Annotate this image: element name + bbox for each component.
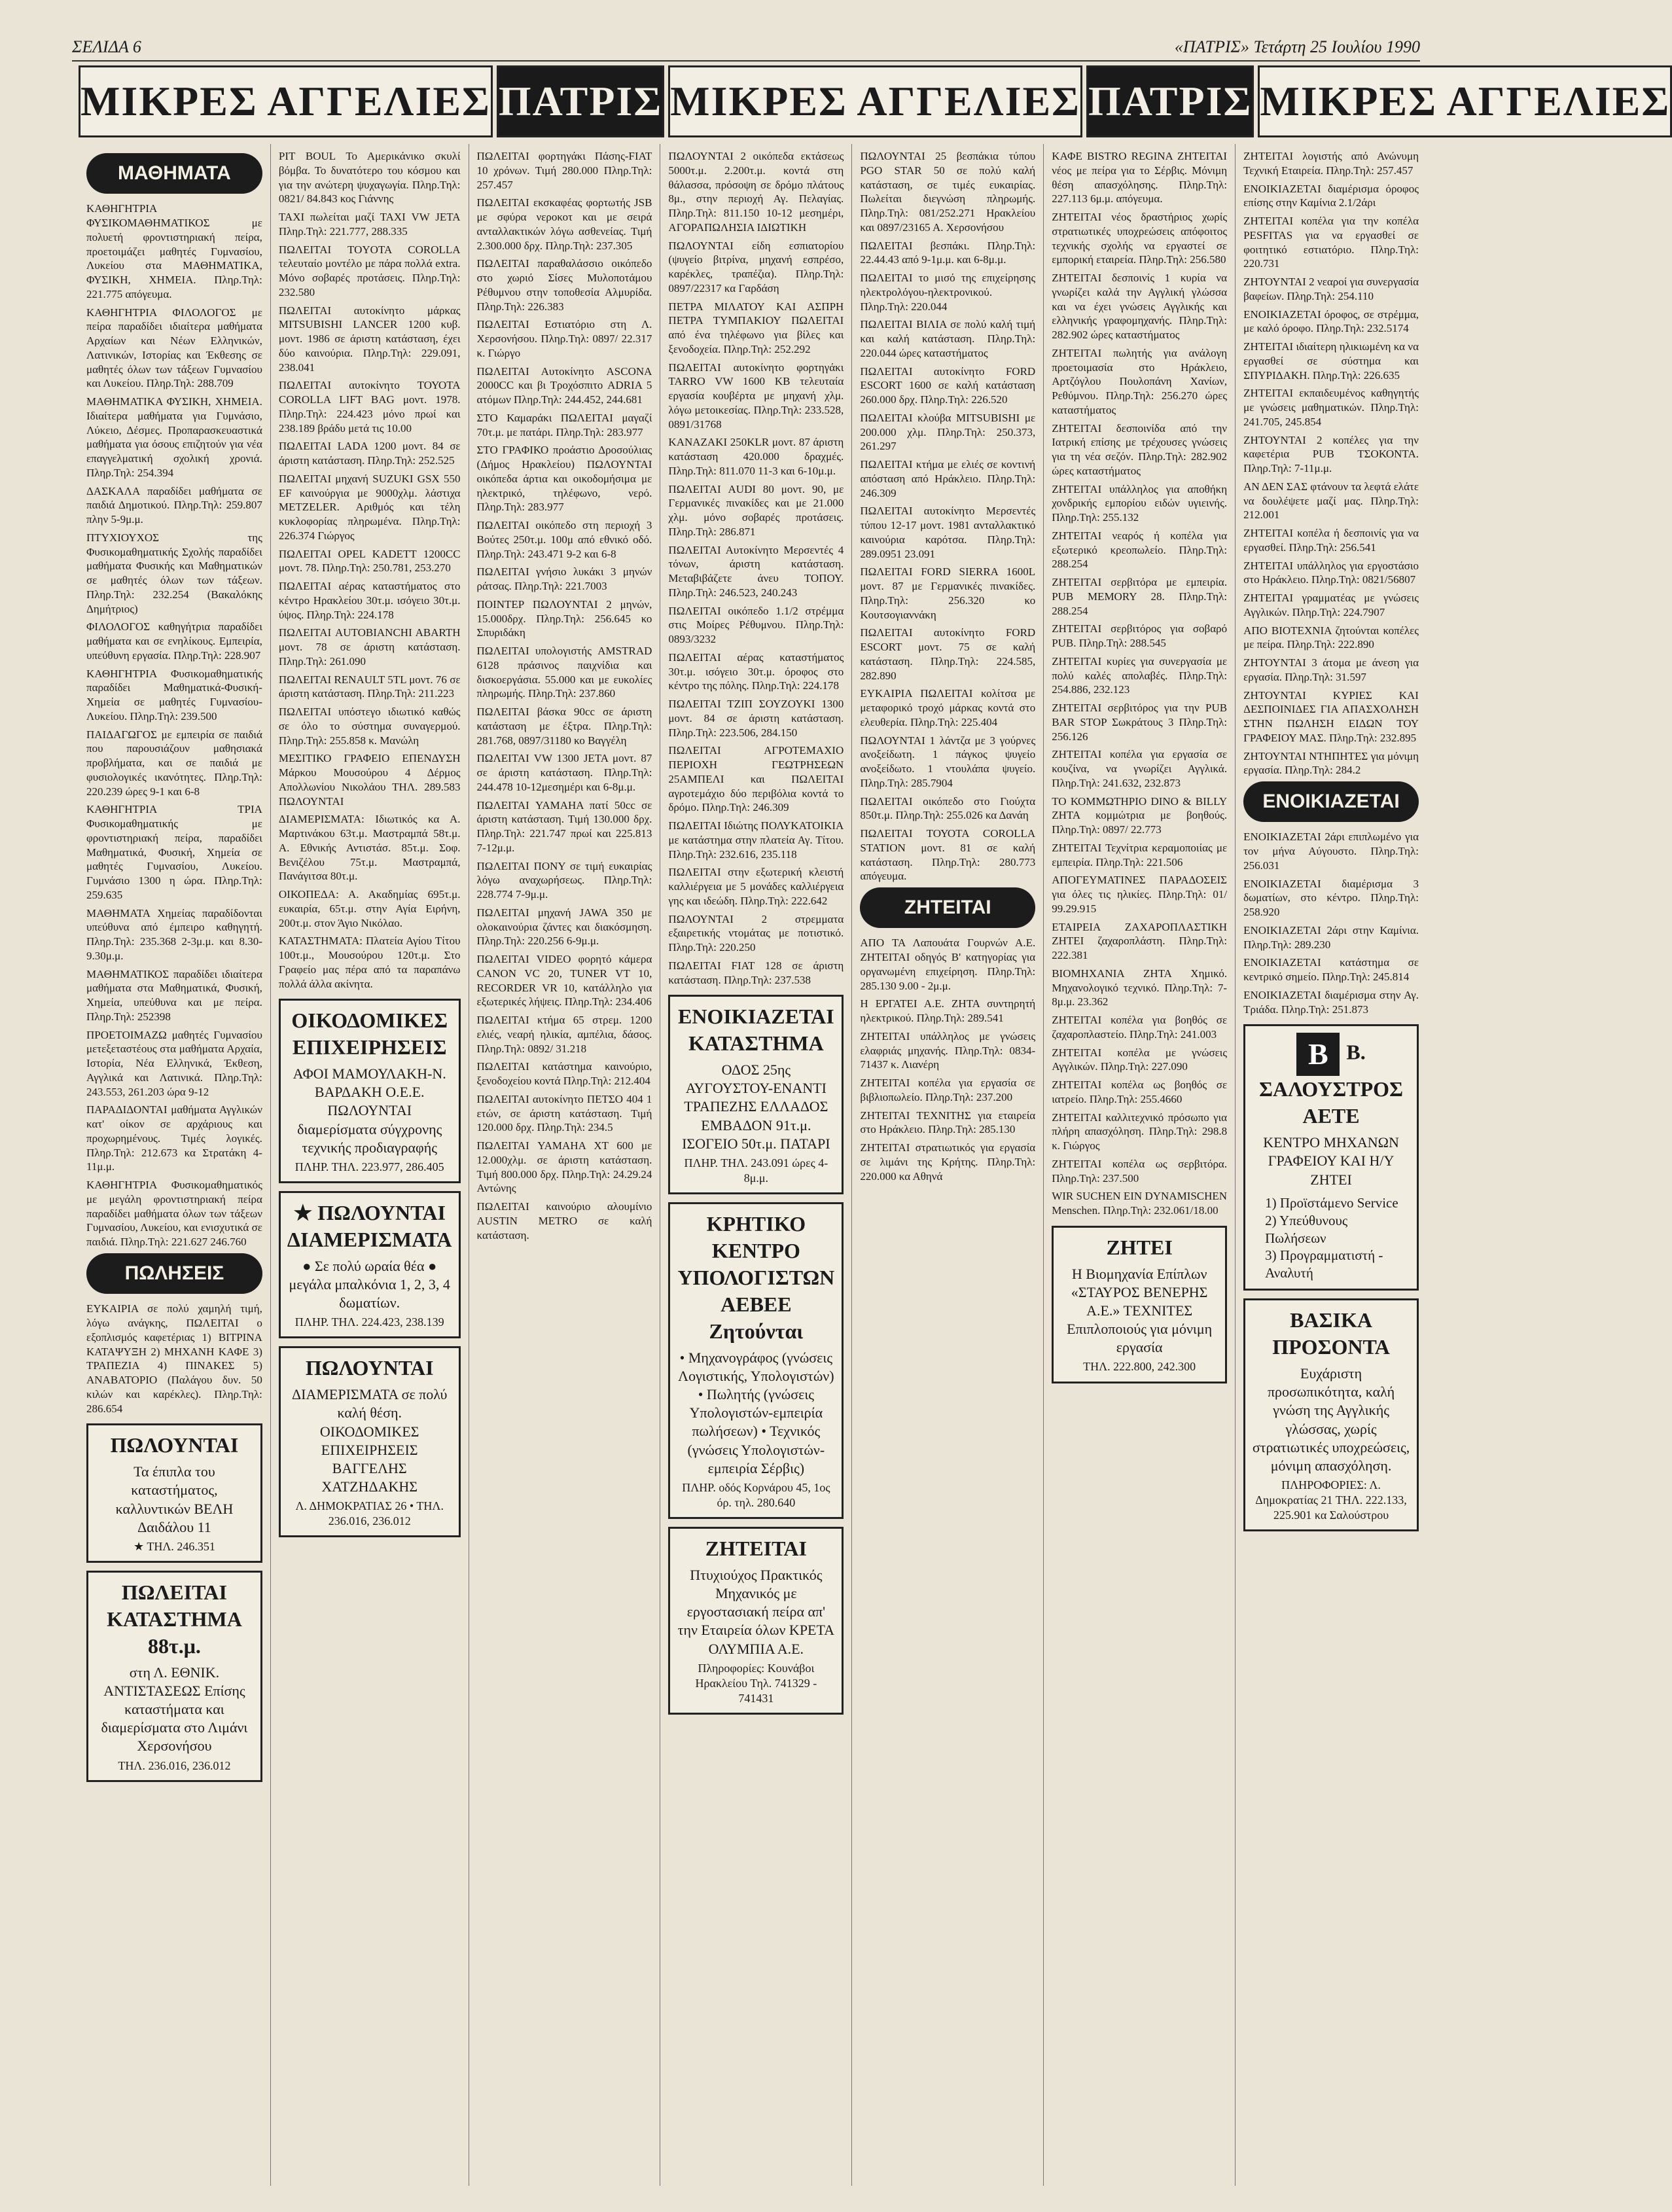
- classified-ad: ΖΗΤΕΙΤΑΙ ΤΕΧΝΙΤΗΣ για εταιρεία στο Ηράκλειο. Πληρ.Τηλ: 285.130: [860, 1109, 1036, 1136]
- display-ad-title: [1060, 1234, 1218, 1261]
- display-ad-title-text: ΚΡΗΤΙΚΟ ΚΕΝΤΡΟ ΥΠΟΛΟΓΙΣΤΩΝ ΑΕΒΕΕ Ζητούνται: [677, 1212, 835, 1343]
- classified-ad: ΠΩΛΕΙΤΑΙ αυτοκίνητο ΤΟΥΟΤΑ COROLLA LIFT BAG μοντ. 1978. Πληρ.Τηλ: 224.423 μόνο πρωί και 238.189 βράδυ μετά τις 10.00: [278, 379, 461, 435]
- classified-ad: ΠΩΛΕΙΤΑΙ αυτοκίνητο FORD ESCORT μοντ. 75 σε καλή κατάσταση. Πληρ.Τηλ: 224.585, 282.890: [860, 626, 1036, 682]
- display-ad-contact: ΠΛΗΡΟΦΟΡΙΕΣ: Λ. Δημοκρατίας 21 ΤΗΛ. 222.133, 225.901 κα Σαλούστρου: [1255, 1478, 1407, 1522]
- classified-ad: ΕΝΟΙΚΙΑΖΕΤΑΙ διαμέρισμα στην Αγ. Τριάδα. Πληρ.Τηλ: 251.873: [1243, 988, 1419, 1016]
- company-logo: Β: [1296, 1033, 1340, 1076]
- classified-ad: ΚΑΦΕ BISTRO REGINA ΖΗΤΕΙΤΑΙ νέος με πείρα για το Σέρβις. Μόνιμη θέση απασχόλησης. Πληρ.Τηλ: 227.113 6μ.μ. απόγευμα.: [1052, 150, 1228, 205]
- classified-ad: ΖΗΤΟΥΝΤΑΙ 2 νεαροί για συνεργασία βαφείων. Πληρ.Τηλ: 254.110: [1243, 276, 1419, 302]
- display-ad-contact: ΠΛΗΡ. ΤΗΛ. 224.423, 238.139: [294, 1315, 444, 1329]
- classified-ad: ΠΩΛΕΙΤΑΙ ΒΙΛΙΑ σε πολύ καλή τιμή και καλή κατάσταση. Πληρ.Τηλ: 220.044 ώρες καταστήματος: [860, 318, 1036, 359]
- display-ad-title-text: Β. ΣΑΛΟΥΣΤΡΟΣ ΑΕΤΕ: [1259, 1040, 1403, 1128]
- classified-ad: ΖΗΤΟΥΝΤΑΙ 3 άτομα με άνεση για εργασία. Πληρ.Τηλ: 31.597: [1243, 656, 1419, 683]
- display-ad-body: Τα έπιπλα του καταστήματος, καλλυντικών ΒΕΛΗ Δαιδάλου 11: [115, 1463, 234, 1535]
- classified-ad: ΖΗΤΕΙΤΑΙ δεσποινίδα από την Ιατρική επίσης με τρέχουσες γνώσεις για τη νέα σεζόν. Πληρ.Τηλ: 282.902 ώρες καταστήματος: [1052, 421, 1228, 477]
- classified-ad: ΖΗΤΕΙΤΑΙ νέος δραστήριος χωρίς στρατιωτικές υποχρεώσεις απόφοιτος τεχνικής σχολής να εργαστεί σε εμπορική εταιρεία. Πληρ.Τηλ: 256.580: [1052, 211, 1228, 266]
- page-header: [72, 34, 1420, 62]
- classified-ad: ΠΩΛΕΙΤΑΙ FORD SIERRA 1600L μοντ. 87 με Γερμανικές πινακίδες. Πληρ.Τηλ: 256.320 κο Κουτσογιαννάκη: [860, 565, 1036, 621]
- classified-ad: ΜΑΘΗΜΑΤΙΚΑ ΦΥΣΙΚΗ, ΧΗΜΕΙΑ. Ιδιαίτερα μαθήματα για Γυμνάσιο, Λύκειο, Δέσμες. Προπαρασκευαστικά μαθήματα για όσους επιζητούν για νέα επαγγελματική σχολική χρονιά. Πληρ.Τηλ: 254.394: [86, 395, 262, 479]
- classified-ad: ΠΟΙΝΤΕΡ ΠΩΛΟΥΝΤΑΙ 2 μηνών, 15.000δρχ. Πληρ.Τηλ: 256.645 κο Σπυριδάκη: [476, 598, 652, 639]
- display-ad-list-item: 3) Προγραμματιστή - Αναλυτή: [1265, 1247, 1383, 1281]
- display-ad-box: [668, 995, 844, 1194]
- display-ad-title: [1252, 1033, 1410, 1130]
- banner-patris-logo: ΠΑΤΡΙΣ: [497, 65, 664, 137]
- classified-ad: ΠΩΛΕΙΤΑΙ το μισό της επιχείρησης ηλεκτρολόγου-ηλεκτρονικού. Πληρ.Τηλ: 220.044: [860, 272, 1036, 313]
- classified-ad: ΠΩΛΕΙΤΑΙ γνήσιο λυκάκι 3 μηνών ράτσας. Πληρ.Τηλ: 221.7003: [476, 565, 652, 592]
- classified-ad: ΠΩΛΕΙΤΑΙ υπολογιστής AMSTRAD 6128 πράσινος παιχνίδια και δισκοεργάσια. 55.000 και με ευκολίες πληρωμής. Πληρ.Τηλ: 237.860: [476, 645, 652, 700]
- classified-ad: ΚΑΘΗΓΗΤΡΙΑ Φυσικομαθηματικός με μεγάλη φροντιστηριακή πείρα παραδίδει μαθήματα όλων των τάξεων Γυμνασίου, Λυκείου, και ενισχυτικά σε παιδιά. Πληρ.Τηλ: 221.627 246.760: [86, 1179, 262, 1249]
- classified-ad: ΠΕΤΡΑ ΜΙΛΑΤΟΥ ΚΑΙ ΑΣΠΡΗ ΠΕΤΡΑ ΤΥΜΠΑΚΙΟΥ ΠΩΛΕΙΤΑΙ από ένα τηλέφωνο για βίλες και ξενοδοχεία. Πληρ.Τηλ: 252.292: [668, 300, 844, 355]
- footer-ad-extra: Λ. ΔΗΜΟΚΡΑΤΙΑΣ 26 • ΤΗΛ. 236.016, 236.012: [295, 1499, 444, 1528]
- classified-ad: ΖΗΤΕΙΤΑΙ ιδιαίτερη ηλικιωμένη κα να εργασθεί σε σύστημα και ΣΠΥΡΙΔΑΚΗ. Πληρ.Τηλ: 226.635: [1243, 340, 1419, 382]
- ad-column: [469, 144, 660, 2186]
- display-ad-box: [1052, 1226, 1227, 1383]
- classified-ad: ΠΩΛΕΙΤΑΙ YAMAHA πατί 50cc σε άριστη κατάσταση. Τιμή 130.000 δρχ. Πληρ.Τηλ: 221.747 πρωί και 225.813 7-12μ.μ.: [476, 798, 652, 854]
- classified-ad: ΖΗΤΕΙΤΑΙ σερβιτόρα με εμπειρία. PUB MEMORY 28. Πληρ.Τηλ: 288.254: [1052, 576, 1228, 617]
- classified-ad: ΖΗΤΕΙΤΑΙ κοπέλα ως βοηθός σε ιατρείο. Πληρ.Τηλ: 255.4660: [1052, 1079, 1228, 1105]
- display-ad-title-text: ΖΗΤΕΙΤΑΙ: [705, 1536, 807, 1560]
- classified-ad: ΖΗΤΕΙΤΑΙ κοπέλα για εργασία σε βιβλιοπωλείο. Πληρ.Τηλ: 237.200: [860, 1077, 1036, 1103]
- classified-ad: ΠΑΡΑΔΙΔΟΝΤΑΙ μαθήματα Αγγλικών κατ' οίκον σε αρχάριους και προχωρημένους. Τιμές λογικές. Πληρ.Τηλ: 212.673 κα Στρατάκη 4-11μ.μ.: [86, 1103, 262, 1173]
- ad-column: [1235, 144, 1427, 2186]
- classified-ad: ΜΑΘΗΜΑΤΙΚΟΣ παραδίδει ιδιαίτερα μαθήματα στα Μαθηματικά, Φυσική, Χημεία, υπεύθυνα και με πείρα. Πληρ.Τηλ: 252398: [86, 967, 262, 1023]
- display-ad-box: [86, 1571, 262, 1782]
- footer-ad-title: ΠΩΛΟΥΝΤΑΙ: [305, 1356, 434, 1380]
- classified-ad: ΖΗΤΕΙΤΑΙ νεαρός ή κοπέλα για εξωτερικό κρεοπωλείο. Πληρ.Τηλ: 288.254: [1052, 529, 1228, 571]
- classified-ad: ΠΡΟΕΤΟΙΜΑΖΩ μαθητές Γυμνασίου μετεξεταστέους στα μαθήματα Αρχαία, Ιστορία, Νέα Ελληνικά, Έκθεση, Αγγλικά και Λατινικά. Πληρ.Τηλ: 243.553, 261.203 ώρα 9-12: [86, 1028, 262, 1098]
- classified-ad: ΠΩΛΕΙΤΑΙ καινούριο αλουμίνιο AUSTIN METRO σε καλή κατάσταση.: [476, 1200, 652, 1241]
- classified-ad: ΖΗΤΕΙΤΑΙ δεσποινίς 1 κυρία να γνωρίζει καλά την Αγγλική γλώσσα και να έχει γνώσεις Αγγλικής και ελληνικής γραφομηχανής. Πληρ.Τηλ: 282.902 ώρες καταστήματος: [1052, 272, 1228, 341]
- ad-column: [851, 144, 1043, 2186]
- display-ad-body: ΚΕΝΤΡΟ ΜΗΧΑΝΩΝ ΓΡΑΦΕΙΟΥ ΚΑΙ Η/Υ ΖΗΤΕΙ: [1263, 1134, 1399, 1188]
- display-ad-title-text: ΖΗΤΕΙ: [1106, 1235, 1173, 1259]
- classified-ad: ΠΩΛΕΙΤΑΙ OPEL KADETT 1200CC μοντ. 78. Πληρ.Τηλ: 250.781, 253.270: [278, 547, 461, 575]
- classified-ad: ΖΗΤΟΥΝΤΑΙ ΝΤΗΠΗΤΕΣ για μόνιμη εργασία. Πληρ.Τηλ: 284.2: [1243, 749, 1419, 777]
- classified-ad: ΔΙΑΜΕΡΙΣΜΑΤΑ: Ιδιωτικός κα Α. Μαρτινάκου 63τ.μ. Μαστραμπά 58τ.μ. Α. Εθνικής Αντιστάσ. 85τ.μ. Σοφ. Βενιζέλου 75τ.μ. Μαστραμπά, Πανάγιτσα 80τ.μ.: [278, 813, 461, 883]
- display-ad-body: Ευχάριστη προσωπικότητα, καλή γνώση της Αγγλικής γλώσσας, χωρίς στρατιωτικές υποχρεώσεις, μόνιμη απασχόληση.: [1252, 1365, 1410, 1474]
- display-ad-body: ● Σε πολύ ωραία θέα ● μεγάλα μπαλκόνια 1, 2, 3, 4 δωματίων.: [289, 1257, 450, 1311]
- classified-ad: ΠΩΛΕΙΤΑΙ οικόπεδο στη περιοχή 3 Βούτες 250τ.μ. 100μ από εθνικό οδό. Πληρ.Τηλ: 243.471 9-2 και 6-8: [476, 519, 652, 560]
- classified-ad: ΕΝΟΙΚΙΑΖΕΤΑΙ διαμέρισμα όροφος επίσης στην Καμίνια 2.1/2άρι: [1243, 182, 1419, 209]
- classified-ad: ΠΩΛΕΙΤΑΙ οικόπεδο 1.1/2 στρέμμα στις Μοίρες Ρέθυμνου. Πληρ.Τηλ: 0893/3232: [668, 604, 844, 645]
- classified-ad: ΑΠΟ ΤΑ Λαπουάτα Γουρνών Α.Ε. ΖΗΤΕΙΤΑΙ οδηγός Β' κατηγορίας για οργανωμένη επιχείρηση. Πληρ.Τηλ: 285.130 9.00 - 2μ.μ.: [860, 937, 1036, 992]
- classified-ad: ΠΩΛΕΙΤΑΙ κλούβα MITSUBISHI με 200.000 χλμ. Πληρ.Τηλ: 250.373, 261.297: [860, 411, 1036, 453]
- classified-ad: ΖΗΤΕΙΤΑΙ σερβιτόρος για σοβαρό PUB. Πληρ.Τηλ: 288.545: [1052, 622, 1228, 649]
- classified-ad: ΠΩΛΕΙΤΑΙ αυτοκίνητο μάρκας MITSUBISHI LANCER 1200 κυβ. μοντ. 1986 σε άριστη κατάσταση, έχει δύο καινούρια. Πληρ.Τηλ: 229.091, 238.041: [278, 304, 461, 374]
- classified-ad: ΠΩΛΕΙΤΑΙ βεσπάκι. Πληρ.Τηλ: 22.44.43 από 9-1μ.μ. και 6-8μ.μ.: [860, 239, 1036, 266]
- classified-ad: ΠΩΛΕΙΤΑΙ αυτοκίνητο FORD ESCORT 1600 σε καλή κατάσταση 260.000 δρχ. Πληρ.Τηλ: 226.520: [860, 365, 1036, 406]
- classified-ad: ΚΑΘΗΓΗΤΡΙΑ ΤΡΙΑ Φυσικομαθηματικής με φροντιστηριακή πείρα, παραδίδει Μαθηματικά, Φυσική, Χημεία σε μαθητές Γυμνασίου, Λυκείου. Γυμνάσιο 1300 η ώρα. Πληρ.Τηλ: 259.635: [86, 803, 262, 901]
- display-ad-title: [677, 1535, 835, 1562]
- classified-ad: ΠΩΛΕΙΤΑΙ μηχανή SUZUKI GSX 550 EF καινούργια με 9000χλμ. λάστιχα METZELER. Αριθμός και τέλη κυκλοφορίας πληρωμένα. Πληρ.Τηλ: 226.374 Γιώργος: [278, 472, 461, 542]
- classified-ad: Η ΕΡΓΑΤΕΙ Α.Ε. ΖΗΤΑ συντηρητή ηλεκτρικού. Πληρ.Τηλ: 289.541: [860, 997, 1036, 1025]
- classified-ad: WIR SUCHEN EIN DYNAMISCHEN Menschen. Πληρ.Τηλ: 232.061/18.00: [1052, 1190, 1228, 1217]
- classified-ad: ΚΑΘΗΓΗΤΡΙΑ ΦΙΛΟΛΟΓΟΣ με πείρα παραδίδει ιδιαίτερα μαθήματα Αρχαίων και Νέων Ελληνικών, Λατινικών, Ιστορίας και Έκθεσης σε μαθητές όλων των τάξεων Γυμνασίου και Λυκείου. Πληρ.Τηλ: 288.709: [86, 306, 262, 390]
- display-ad-contact: ΠΛΗΡ. ΤΗΛ. 243.091 ώρες 4-8μ.μ.: [684, 1156, 828, 1185]
- classified-ad: ΖΗΤΕΙΤΑΙ κοπέλα ή δεσποινίς για να εργασθεί. Πληρ.Τηλ: 256.541: [1243, 527, 1419, 554]
- paper-date: «ΠΑΤΡΙΣ» Τετάρτη 25 Ιουλίου 1990: [1174, 37, 1420, 56]
- display-ad-title: [95, 1579, 254, 1660]
- banner-patris-logo: ΠΑΤΡΙΣ: [1086, 65, 1254, 137]
- classified-ad: ΕΝΟΙΚΙΑΖΕΤΑΙ διαμέρισμα 3 δωματίων, στο κέντρο. Πληρ.Τηλ: 258.920: [1243, 877, 1419, 919]
- display-ad-list-item: 1) Προϊστάμενο Service: [1265, 1194, 1398, 1211]
- display-ad-title: [677, 1003, 835, 1057]
- classified-ad: ΑΠΟ ΒΙΟΤΕΧΝΙΑ ζητούνται κοπέλες με πείρα. Πληρ.Τηλ: 222.890: [1243, 624, 1419, 651]
- display-ad-box: [668, 1527, 844, 1715]
- classifieds-banner: [79, 65, 1671, 137]
- display-ad-contact: ΤΗΛ. 222.800, 242.300: [1083, 1360, 1196, 1374]
- classified-ad: ΖΗΤΕΙΤΑΙ υπάλληλος για εργοστάσιο στο Ηράκλειο. Πληρ.Τηλ: 0821/56807: [1243, 559, 1419, 586]
- classified-ad: ΠΩΛΕΙΤΑΙ VIDEO φορητό κάμερα CANON VC 20, TUNER VT 10, RECORDER VR 10, κατάλληλο για εξωτερικές λήψεις. Πληρ.Τηλ: 234.406: [476, 953, 652, 1008]
- classified-ad: ΠΩΛΕΙΤΑΙ LADA 1200 μοντ. 84 σε άριστη κατάσταση. Πληρ.Τηλ: 252.525: [278, 440, 461, 467]
- banner-mikres-aggelies: ΜΙΚΡΕΣ ΑΓΓΕΛΙΕΣ: [668, 65, 1082, 137]
- classified-ad: ΠΩΛΕΙΤΑΙ κατάστημα καινούριο, ξενοδοχείου κοντά Πληρ.Τηλ: 212.404: [476, 1060, 652, 1087]
- classified-ad: ΖΗΤΕΙΤΑΙ Τεχνίτρια κεραμοποιίας με εμπειρία. Πληρ.Τηλ: 221.506: [1052, 841, 1228, 868]
- display-ad-title: [1252, 1307, 1410, 1361]
- display-ad-list-item: 2) Υπεύθυνους Πωλήσεων: [1265, 1212, 1348, 1246]
- banner-mikres-aggelies: ΜΙΚΡΕΣ ΑΓΓΕΛΙΕΣ: [79, 65, 493, 137]
- classified-ad: ΔΑΣΚΑΛΑ παραδίδει μαθήματα σε παιδιά Δημοτικού. Πληρ.Τηλ: 259.807 πλην 5-9μ.μ.: [86, 484, 262, 526]
- classified-ad: ΠΩΛΕΙΤΑΙ αυτοκίνητο Μερσεντές τύπου 12-17 μοντ. 1981 ανταλλακτικό καινούρια καρότσα. Πληρ.Τηλ: 289.0951 23.091: [860, 505, 1036, 560]
- display-ad-title-text: ΠΩΛΟΥΝΤΑΙ: [110, 1433, 239, 1457]
- classified-ad: ΖΗΤΕΙΤΑΙ κοπέλα για βοηθός σε ζαχαροπλαστείο. Πληρ.Τηλ: 241.003: [1052, 1014, 1228, 1041]
- classified-ad: ΠΩΛΕΙΤΑΙ Αυτοκίνητο Μερσεντές 4 τόνων, άριστη κατάσταση. Μεταβιβάζετε άνευ ΤΟΠΟΥ. Πληρ.Τηλ: 246.523, 240.243: [668, 543, 844, 599]
- display-ad-title: [677, 1211, 835, 1345]
- classified-ad: ΠΩΛΕΙΤΑΙ παραθαλάσσιο οικόπεδο στο χωριό Σίσες Μυλοποτάμου Ρέθυμνου στην τοποθεσία Αλμυρίδα. Πληρ.Τηλ: 226.383: [476, 257, 652, 313]
- display-ad-body: στη Λ. ΕΘΝΙΚ. ΑΝΤΙΣΤΑΣΕΩΣ Επίσης καταστήματα και διαμερίσματα στο Λιμάνι Χερσονήσου: [101, 1664, 248, 1755]
- classified-ad: ΣΤΟ ΓΡΑΦΙΚΟ προάστιο Δροσούλιας (Δήμος Ηρακλείου) ΠΩΛΟΥΝΤΑΙ οικόπεδα άρτια και οικοδομήσιμα με ηλεκτρικό, τηλέφωνο, νερό. Πληρ.Τηλ: 283.977: [476, 444, 652, 514]
- classified-ad: ΠΩΛΕΙΤΑΙ αυτοκίνητο ΠΕΤΣΟ 404 1 ετών, σε άριστη κατάσταση. Τιμή 120.000 δρχ. Πληρ.Τηλ: 234.5: [476, 1092, 652, 1134]
- display-ad-contact: Πληροφορίες: Κουνάβοι Ηρακλείου Τηλ. 741329 - 741431: [695, 1661, 817, 1705]
- display-ad-title-text: ΒΑΣΙΚΑ ΠΡΟΣΟΝΤΑ: [1272, 1308, 1390, 1359]
- classified-ad: ΚΑΝΑΖΑΚΙ 250KLR μοντ. 87 άριστη κατάσταση 420.000 δραχμές. Πληρ.Τηλ: 811.070 11-3 και 6-10μ.μ.: [668, 436, 844, 477]
- classified-ad: ΦΙΛΟΛΟΓΟΣ καθηγήτρια παραδίδει μαθήματα και σε ενηλίκους. Εμπειρία, υπεύθυνη εργασία. Πληρ.Τηλ: 228.907: [86, 620, 262, 662]
- classified-ad: ΖΗΤΕΙΤΑΙ πωλητής για ανάλογη προετοιμασία στο Ηράκλειο, Αρτζόγλου Πουλοπάνη Χανίων, Ρεθύμνου. Πληρ.Τηλ: 256.270 ώρες καταστήματος: [1052, 346, 1228, 416]
- classified-ad: ΠΩΛΟΥΝΤΑΙ 2 στρεμματα εξαιρετικής ντομάτας με ποτιστικό. Πληρ.Τηλ: 220.250: [668, 912, 844, 954]
- classified-ad: ΕΝΟΙΚΙΑΖΕΤΑΙ 2άρι επιπλωμένο για τον μήνα Αύγουστο. Πληρ.Τηλ: 256.031: [1243, 830, 1419, 872]
- classified-ad: ΕΝΟΙΚΙΑΖΕΤΑΙ κατάστημα σε κεντρικό σημείο. Πληρ.Τηλ: 245.814: [1243, 956, 1419, 984]
- classified-ad: ΠΩΛΟΥΝΤΑΙ είδη εσπιατορίου (ψυγείο βιτρίνα, μηχανή εσπρέσο, καρέκλες, τραπέζια). Πληρ.Τηλ: 0897/22317 κα Γαρδάση: [668, 239, 844, 294]
- section-heading: ΜΑΘΗΜΑΤΑ: [86, 153, 262, 194]
- classified-ad: ΠΩΛΕΙΤΑΙ μηχανή JAWA 350 με ολοκαινούρια ζάντες και διακόσμηση. Πληρ.Τηλ: 220.256 6-9μ.μ.: [476, 906, 652, 948]
- ad-column: [270, 144, 469, 2186]
- classified-ad: ΖΗΤΕΙΤΑΙ κοπέλα για εργασία σε κουζίνα, να γνωρίζει Αγγλικά. Πληρ.Τηλ: 241.632, 232.873: [1052, 748, 1228, 789]
- classified-ad: ΠΩΛΟΥΝΤΑΙ 1 λάντζα με 3 γούρνες ανοξείδωτη. 1 πάγκος ψυγείο ανοξείδωτο. 1 ντουλάπα ψυγείο. Πληρ.Τηλ: 285.7904: [860, 734, 1036, 789]
- classified-ad: ΠΩΛΕΙΤΑΙ AUTOBIANCHI ABARTH μοντ. 78 σε άριστη κατάσταση. Πληρ.Τηλ: 261.090: [278, 626, 461, 668]
- ad-column: [660, 144, 851, 2186]
- classified-ad: ΕΥΚΑΙΡΙΑ σε πολύ χαμηλή τιμή, λόγω ανάγκης, ΠΩΛΕΙΤΑΙ ο εξοπλισμός καφετέριας 1) ΒΙΤΡΙΝΑ ΚΑΤΑΨΥΞΗ 2) ΜΗΧΑΝΗ ΚΑΦΕ 3) ΤΡΑΠΕΖΙΑ 4) ΠΙΝΑΚΕΣ 5) ΑΝΑΒΑΤΟΡΙΟ (Παλάγου δυν. 50 κιλών και καρέκλες). Πληρ.Τηλ: 286.654: [86, 1302, 262, 1415]
- classified-ad: ΕΥΚΑΙΡΙΑ ΠΩΛΕΙΤΑΙ κολίτσα με μεταφορικό τροχό μάρκας κοντά στο ελευθερία. Πληρ.Τηλ: 225.404: [860, 687, 1036, 728]
- display-ad-box: [279, 999, 461, 1183]
- classified-ad: ΠΩΛΕΙΤΑΙ YAMAHA XT 600 με 12.000χλμ. σε άριστη κατάσταση. Τιμή 800.000 δρχ. Πληρ.Τηλ: 24.29.24 Αντώνης: [476, 1139, 652, 1195]
- display-ad-list: [1265, 1194, 1410, 1282]
- display-ad-body: • Μηχανογράφος (γνώσεις Λογιστικής, Υπολογιστών) • Πωλητής (γνώσεις Υπολογιστών-εμπειρία πωλήσεων) • Τεχνικός (γνώσεις Υπολογιστών-εμπειρία Σέρβις): [678, 1349, 834, 1476]
- classified-ad: TAXI πωλείται μαζί ΤΑΧΙ VW JETA Πληρ.Τηλ: 221.777, 288.335: [278, 211, 461, 238]
- classified-ad: ΤΟ ΚΟΜΜΩΤΗΡΙΟ DINO & BILLY ΖΗΤΑ κομμώτρια με βοηθούς. Πληρ.Τηλ: 0897/ 22.773: [1052, 794, 1228, 836]
- classified-ad: ΖΗΤΕΙΤΑΙ στρατιωτικός για εργασία σε λιμάνι της Κρήτης. Πληρ.Τηλ: 220.000 κα Αθηνά: [860, 1141, 1036, 1183]
- classified-ad: ΖΗΤΕΙΤΑΙ υπάλληλος με γνώσεις ελαφριάς μηχανής. Πληρ.Τηλ: 0834-71437 κ. Λιανέρη: [860, 1029, 1036, 1071]
- classified-ad: ΠΩΛΕΙΤΑΙ στην εξωτερική κλειστή καλλιέργεια με 5 μονάδες καλλιέργεια γης και ιδεώδη. Πληρ.Τηλ: 222.642: [668, 866, 844, 907]
- classified-ad: ΕΝΟΙΚΙΑΖΕΤΑΙ όροφος, σε στρέμμα, με καλό όροφο. Πληρ.Τηλ: 232.5174: [1243, 308, 1419, 335]
- classified-ad: ΠΩΛΕΙΤΑΙ Ιδιώτης ΠΟΛΥΚΑΤΟΙΚΙΑ με κατάστημα στην πλατεία Αγ. Τίτου. Πληρ.Τηλ: 232.616, 235.118: [668, 819, 844, 861]
- classified-ad: ΖΗΤΟΥΝΤΑΙ 2 κοπέλες για την καφετέρια PUB ΤΣΟΚΟΝΤΑ. Πληρ.Τηλ: 7-11μ.μ.: [1243, 433, 1419, 474]
- display-ad-contact: ΠΛΗΡ. ΤΗΛ. 223.977, 286.405: [294, 1160, 444, 1173]
- display-ad-title: [95, 1432, 254, 1459]
- classified-ad: ΠΩΛΕΙΤΑΙ κτήμα με ελιές σε κοντινή απόσταση από Ηράκλειο. Πληρ.Τηλ: 246.309: [860, 458, 1036, 499]
- classified-ad: ΠΑΙΔΑΓΩΓΟΣ με εμπειρία σε παιδιά που παρουσιάζουν μαθησιακά προβλήματα, και σε παιδιά με φυσιολογικές ικανότητες. Πληρ.Τηλ: 220.239 ώρες 9-1 και 6-8: [86, 728, 262, 798]
- banner-mikres-aggelies: ΜΙΚΡΕΣ ΑΓΓΕΛΙΕΣ: [1258, 65, 1672, 137]
- page-label: ΣΕΛΙΔΑ 6: [72, 37, 141, 56]
- classified-ad: ΜΑΘΗΜΑΤΑ Χημείας παραδίδονται υπεύθυνα από έμπειρο καθηγητή. Πληρ.Τηλ: 235.368 2-3μ.μ. και 8.30-9.30μ.μ.: [86, 906, 262, 962]
- classified-ad: ΖΗΤΕΙΤΑΙ σερβιτόρος για την PUB BAR STOP Σωκράτους 3 Πληρ.Τηλ: 256.126: [1052, 702, 1228, 743]
- classified-ad: ΠΤΥΧΙΟΥΧΟΣ της Φυσικομαθηματικής Σχολής παραδίδει μαθήματα Φυσικής και Μαθηματικών σε μαθητές όλων των τάξεων. Πληρ.Τηλ: 232.254 (Βακαλόκης Δημήτριος): [86, 531, 262, 615]
- classified-ad: ΠΩΛΕΙΤΑΙ TOYOTA COROLLA τελευταίο μοντέλο με πάρα πολλά extra. Μόνο σοβαρές προτάσεις. Πληρ.Τηλ: 232.580: [278, 243, 461, 298]
- classified-ad: ΒΙΟΜΗΧΑΝΙΑ ΖΗΤΑ Χημικό. Μηχανολογικό τεχνικό. Πληρ.Τηλ: 7-8μ.μ. 23.362: [1052, 967, 1228, 1008]
- classified-ad: ΠΩΛΕΙΤΑΙ RENAULT 5TL μοντ. 76 σε άριστη κατάσταση. Πληρ.Τηλ: 211.223: [278, 673, 461, 700]
- display-ad-box: [86, 1423, 262, 1563]
- display-ad-box: [1243, 1298, 1419, 1531]
- classified-ad: ΚΑΘΗΓΗΤΡΙΑ Φυσικομαθηματικής παραδίδει Μαθηματικά-Φυσική-Χημεία σε μαθητές Γυμνασίου-Λυκείου. Πληρ.Τηλ: 239.500: [86, 667, 262, 722]
- classified-ad: ΖΗΤΕΙΤΑΙ υπάλληλος για αποθήκη χονδρικής εμπορίου ειδών υγιεινής. Πληρ.Τηλ: 255.132: [1052, 482, 1228, 524]
- display-ad-title-text: ΠΩΛΕΙΤΑΙ ΚΑΤΑΣΤΗΜΑ 88τ.μ.: [107, 1580, 242, 1658]
- display-ad-body: Η Βιομηχανία Επίπλων «ΣΤΑΥΡΟΣ ΒΕΝΕΡΗΣ Α.Ε.» ΤΕΧΝΙΤΕΣ Επιπλοποιούς για μόνιμη εργασία: [1067, 1265, 1213, 1356]
- classified-ad: ΖΗΤΕΙΤΑΙ κυρίες για συνεργασία με πολύ καλές απολαβές. Πληρ.Τηλ: 254.886, 232.123: [1052, 654, 1228, 696]
- display-ad-title: [287, 1007, 452, 1061]
- display-ad-title-text: ★ ΠΩΛΟΥΝΤΑΙ ΔΙΑΜΕΡΙΣΜΑΤΑ: [287, 1200, 452, 1251]
- classified-ad: ΠΩΛΕΙΤΑΙ ΤΟΥΟΤΑ COROLLA STATION μοντ. 81 σε καλή κατάσταση. Πληρ.Τηλ: 280.773 απόγευμα.: [860, 827, 1036, 883]
- display-ad-body: ΑΦΟΙ ΜΑΜΟΥΛΑΚΗ-Ν. ΒΑΡΔΑΚΗ Ο.Ε.Ε. ΠΩΛΟΥΝΤΑΙ διαμερίσματα σύγχρονης τεχνικής προδιαγραφής: [293, 1065, 446, 1156]
- display-ad-title-text: ΟΙΚΟΔΟΜΙΚΕΣ ΕΠΙΧΕΙΡΗΣΕΙΣ: [291, 1008, 448, 1060]
- classified-ad: ΠΩΛΕΙΤΑΙ εκσκαφέας φορτωτής JSB με σφύρα νεροκοτ και με σειρά ανταλλακτικών λόγω ασθενείας. Τιμή 2.300.000 δρχ. Πληρ.Τηλ: 237.305: [476, 196, 652, 252]
- classified-ad: ΠΩΛΟΥΝΤΑΙ 2 οικόπεδα εκτάσεως 5000τ.μ. 2.200τ.μ. κοντά στη θάλασσα, πρόσοψη σε δρόμο πλάτους 8μ., στην περιοχή Αγ. Πελαγίας. Πληρ.Τηλ: 811.150 10-12 μεσημέρι, ΑΓΟΡΑΠΩΛΗΣΙΑ ΙΔΙΩΤΙΚΗ: [668, 150, 844, 234]
- classified-ad: ΠΩΛΕΙΤΑΙ AUDI 80 μοντ. 90, με Γερμανικές πινακίδες και με 21.000 χλμ. μόνο σοβαρές προτάσεις. Πληρ.Τηλ: 286.871: [668, 482, 844, 538]
- ad-column: [79, 144, 270, 2186]
- classified-ad: ΕΤΑΙΡΕΙΑ ΖΑΧΑΡΟΠΛΑΣΤΙΚΗ ΖΗΤΕΙ ζαχαροπλάστη. Πληρ.Τηλ: 222.381: [1052, 920, 1228, 961]
- classified-ad: ΑΝ ΔΕΝ ΣΑΣ φτάνουν τα λεφτά ελάτε να δουλέψετε μαζί μας. Πληρ.Τηλ: 212.001: [1243, 480, 1419, 522]
- classified-ad: ΠΩΛΕΙΤΑΙ ΑΓΡΟΤΕΜΑΧΙΟ ΠΕΡΙΟΧΗ ΓΕΩΤΡΗΣΕΩΝ 25ΑΜΠΕΛΙ και ΠΩΛΕΙΤΑΙ αγροτεμάχιο δύο περιβόλια κοντά το δρόμο. Πληρ.Τηλ: 246.309: [668, 744, 844, 814]
- classified-ad: ΖΗΤΟΥΝΤΑΙ ΚΥΡΙΕΣ ΚΑΙ ΔΕΣΠΟΙΝΙΔΕΣ ΓΙΑ ΑΠΑΣΧΟΛΗΣΗ ΣΤΗΝ ΠΩΛΗΣΗ ΕΙΔΩΝ ΤΟΥ ΓΡΑΦΕΙΟΥ ΜΑΣ. Πληρ.Τηλ: 232.895: [1243, 688, 1419, 744]
- display-ad-contact: ★ ΤΗΛ. 246.351: [133, 1539, 215, 1553]
- classified-ad: ΖΗΤΕΙΤΑΙ εκπαιδευμένος καθηγητής με γνώσεις μαθηματικών. Πληρ.Τηλ: 241.705, 245.854: [1243, 387, 1419, 428]
- display-ad-box: [279, 1191, 461, 1338]
- classified-ad: PIT BOUL Το Αμερικάνικο σκυλί βόμβα. Το δυνατότερο του κόσμου και για την ανώτερη ψυχαγωγία. Πληρ.Τηλ: 0821/ 84.843 κος Γιάννης: [278, 150, 461, 205]
- classified-ad: ΠΩΛΕΙΤΑΙ υπόστεγο ιδιωτικό καθώς σε όλο το σύστημα συναγερμού. Πληρ.Τηλ: 255.858 κ. Μανώλη: [278, 705, 461, 747]
- footer-ad-box: [279, 1346, 461, 1537]
- classified-ad: ΠΩΛΕΙΤΑΙ φορτηγάκι Πάσης-FIAT 10 χρόνων. Τιμή 280.000 Πληρ.Τηλ: 257.457: [476, 150, 652, 191]
- classified-ad: ΠΩΛΕΙΤΑΙ αέρας καταστήματος 30τ.μ. ισόγειο 30τ.μ. όροφος στο κέντρο της πόλης. Πληρ.Τηλ: 224.178: [668, 651, 844, 692]
- classified-ad: ΠΩΛΕΙΤΑΙ βάσκα 90cc σε άριστη κατάσταση με έξτρα. Πληρ.Τηλ: 281.768, 0897/31180 κο Βαγγέλη: [476, 705, 652, 747]
- ad-column: [1043, 144, 1235, 2186]
- classified-ad: ΖΗΤΕΙΤΑΙ γραμματέας με γνώσεις Αγγλικών. Πληρ.Τηλ: 224.7907: [1243, 592, 1419, 618]
- classified-ad: ΠΩΛΕΙΤΑΙ VW 1300 JETA μοντ. 87 σε άριστη κατάσταση. Πληρ.Τηλ: 244.478 10-12μεσημέρι και 6-8μ.μ.: [476, 752, 652, 793]
- classified-ad: ΠΩΛΕΙΤΑΙ οικόπεδο στο Γιούχτα 850τ.μ. Πληρ.Τηλ: 255.026 κα Δανάη: [860, 794, 1036, 822]
- classified-ad: ΠΩΛΕΙΤΑΙ ΠΟΝΥ σε τιμή ευκαιρίας λόγω αναχωρήσεως. Πληρ.Τηλ: 228.774 7-9μ.μ.: [476, 859, 652, 901]
- classified-ad: ΖΗΤΕΙΤΑΙ κοπέλα ως σερβιτόρα. Πληρ.Τηλ: 237.500: [1052, 1157, 1228, 1185]
- display-ad-box: [1243, 1024, 1419, 1291]
- classified-ad: ΠΩΛΕΙΤΑΙ αέρας καταστήματος στο κέντρο Ηρακλείου 30τ.μ. ισόγειο 30τ.μ. ύψος. Πληρ.Τηλ: 224.178: [278, 580, 461, 621]
- display-ad-contact: ΤΗΛ. 236.016, 236.012: [118, 1758, 231, 1772]
- classified-ad: ΠΩΛΕΙΤΑΙ κτήμα 65 στρεμ. 1200 ελιές, νεαρή ηλικία, αμπέλια, δάσος. Πληρ.Τηλ: 0892/ 31.218: [476, 1014, 652, 1055]
- classified-ad: ΕΝΟΙΚΙΑΖΕΤΑΙ 2άρι στην Καμίνια. Πληρ.Τηλ: 289.230: [1243, 923, 1419, 951]
- classified-ad: ΠΩΛΟΥΝΤΑΙ 25 βεσπάκια τύπου PGO STAR 50 σε πολύ καλή κατάσταση, σε τιμές ευκαιρίας. Πωλείται διεγνώση πληρωμής. Πληρ.Τηλ: 081/252.271 Ηρακλείου και 0897/23165 Α. Χερσονήσου: [860, 150, 1036, 234]
- classified-ad: ΚΑΤΑΣΤΗΜΑΤΑ: Πλατεία Αγίου Τίτου 100τ.μ., Μουσούρου 120τ.μ. Στο Γραφείο μας πέρα από τα παραπάνω πολλά άλλα ακίνητα.: [278, 935, 461, 990]
- classified-ad: ΜΕΣΙΤΙΚΟ ΓΡΑΦΕΙΟ ΕΠΕΝΔΥΣΗ Μάρκου Μουσούρου 4 Δέρμος Απολλωνίου Νικολάου ΤΗΛ. 289.583 ΠΩΛΟΥΝΤΑΙ: [278, 752, 461, 808]
- classified-ad: ΠΩΛΕΙΤΑΙ Αυτοκίνητο ASCONA 2000CC και βι Τροχόσπιτο ADRIA 5 ατόμων Πληρ.Τηλ: 244.452, 244.681: [476, 365, 652, 406]
- classified-ad: ΠΩΛΕΙΤΑΙ ΤΖΙΠ ΣΟΥΖΟΥΚΙ 1300 μοντ. 84 σε άριστη κατάσταση. Πληρ.Τηλ: 223.506, 284.150: [668, 698, 844, 739]
- classified-ad: ΠΩΛΕΙΤΑΙ αυτοκίνητο φορτηγάκι TARRO VW 1600 KB τελευταία εργασία κουβέρτα με μηχανή χλμ. λόγω μετοικεσίας. Πληρ.Τηλ: 233.528, 0891/31768: [668, 361, 844, 431]
- display-ad-contact: ΠΛΗΡ. οδός Κορνάρου 45, 1ος όρ. τηλ. 280.640: [682, 1480, 830, 1509]
- footer-ad-body: ΔΙΑΜΕΡΙΣΜΑΤΑ σε πολύ καλή θέση. ΟΙΚΟΔΟΜΙΚΕΣ ΕΠΙΧΕΙΡΗΣΕΙΣ ΒΑΓΓΕΛΗΣ ΧΑΤΖΗΔΑΚΗΣ: [291, 1386, 448, 1495]
- classified-ad: ΑΠΟΓΕΥΜΑΤΙΝΕΣ ΠΑΡΑΔΟΣΕΙΣ για όλες τις ηλικίες. Πληρ.Τηλ: 01/ 99.29.915: [1052, 874, 1228, 915]
- classified-ad: ΠΩΛΕΙΤΑΙ Εστιατόριο στη Λ. Χερσονήσου. Πληρ.Τηλ: 0897/ 22.317 κ. Γιώργο: [476, 318, 652, 359]
- classified-ad: ΟΙΚΟΠΕΔΑ: Α. Ακαδημίας 695τ.μ. ευκαιρία, 65τ.μ. στην Αγία Ειρήνη, 200τ.μ. στον Άγιο Νικόλαο.: [278, 888, 461, 929]
- classified-ad: ΠΩΛΕΙΤΑΙ FIAT 128 σε άριστη κατάσταση. Πληρ.Τηλ: 237.538: [668, 959, 844, 986]
- classified-ad: ΣΤΟ Καμαράκι ΠΩΛΕΙΤΑΙ μαγαζί 70τ.μ. με πατάρι. Πληρ.Τηλ: 283.977: [476, 411, 652, 438]
- section-heading: ΠΩΛΗΣΕΙΣ: [86, 1253, 262, 1294]
- display-ad-title-text: ΕΝΟΙΚΙΑΖΕΤΑΙ ΚΑΤΑΣΤΗΜΑ: [678, 1005, 834, 1056]
- display-ad-body: ΟΔΟΣ 25ης ΑΥΓΟΥΣΤΟΥ-ΕΝΑΝΤΙ ΤΡΑΠΕΖΗΣ ΕΛΛΑΔΟΣ ΕΜΒΑΔΟΝ 91τ.μ. ΙΣΟΓΕΙΟ 50τ.μ. ΠΑΤΑΡΙ: [682, 1061, 830, 1152]
- display-ad-box: [668, 1202, 844, 1519]
- classified-ad: ΖΗΤΕΙΤΑΙ κοπέλα με γνώσεις Αγγλικών. Πληρ.Τηλ: 227.090: [1052, 1046, 1228, 1073]
- classified-ad: ΖΗΤΕΙΤΑΙ καλλιτεχνικό πρόσωπο για πλήρη απασχόληση. Πληρ.Τηλ: 298.8 κ. Γιώργος: [1052, 1111, 1228, 1152]
- display-ad-body: Πτυχιούχος Πρακτικός Μηχανικός με εργοστασιακή πείρα απ' την Εταιρεία όλων ΚΡΕΤΑ ΟΛΥΜΠΙΑ Α.Ε.: [677, 1566, 835, 1657]
- classified-ad: ΚΑΘΗΓΗΤΡΙΑ ΦΥΣΙΚΟΜΑΘΗΜΑΤΙΚΟΣ με πολυετή φροντιστηριακή πείρα, προετοιμάζει μαθητές Γυμνασίου, Λυκείου στα ΜΑΘΗΜΑΤΙΚΑ, ΦΥΣΙΚΗ, ΧΗΜΕΙΑ. Πληρ.Τηλ: 221.775 απόγευμα.: [86, 202, 262, 300]
- classifieds-columns: [79, 144, 1427, 2186]
- display-ad-title: [287, 1200, 452, 1253]
- classified-ad: ΖΗΤΕΙΤΑΙ λογιστής από Ανώνυμη Τεχνική Εταιρεία. Πληρ.Τηλ: 257.457: [1243, 150, 1419, 177]
- classified-ad: ΖΗΤΕΙΤΑΙ κοπέλα για την κοπέλα PESFITAS για να εργασθεί σε φοιτητικό εστιατόριο. Πληρ.Τηλ: 220.731: [1243, 215, 1419, 270]
- section-heading: ΖΗΤΕΙΤΑΙ: [860, 887, 1035, 928]
- section-heading: ΕΝΟΙΚΙΑΖΕΤΑΙ: [1243, 781, 1419, 822]
